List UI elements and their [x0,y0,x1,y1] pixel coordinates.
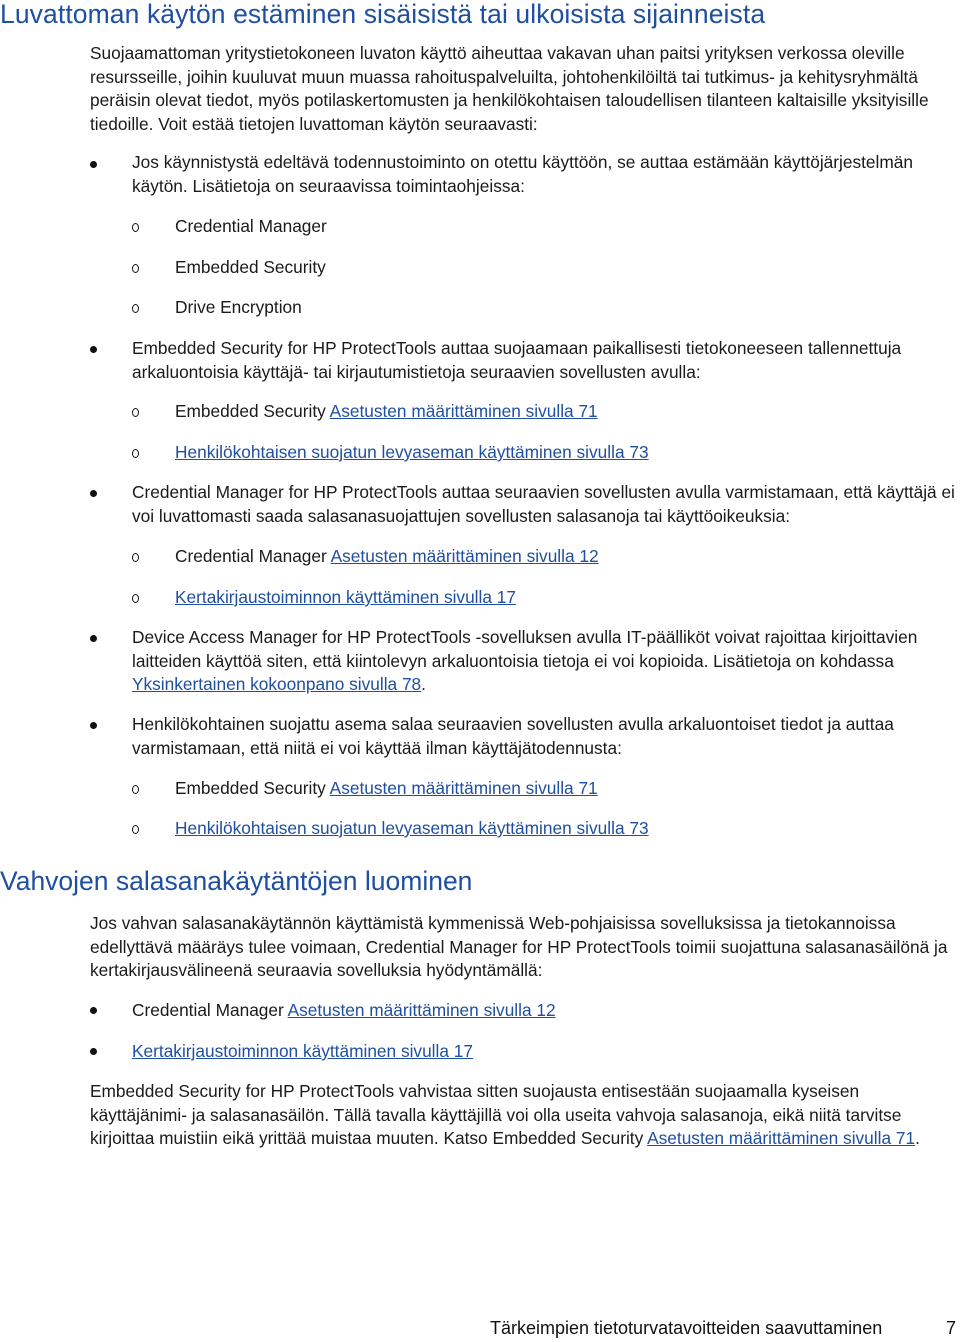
list-item-embedded-security: Embedded Security for HP ProtectTools auttaa suojaamaan paikallisesti tietokoneeseen tallennettuja arkaluontoisia käyttäjä- tai kirjautumistietoja seuraavien sovellusten avulla: [132,338,902,382]
sub-item-embedded-security-setup [175,400,955,424]
bullet-icon [90,490,97,497]
intro-paragraph: Suojaamattoman yritystietokoneen luvaton käyttö aiheuttaa vakavan uhan paitsi yrityksen verkossa oleville resursseille, joihin kuuluvat muun muassa rahoituspalveluilta, johtohenkilöiltä tai tutkimus- ja kehitysryhmältä peräisin olevat tiedot, myös potilaskertomusten ja henkilökohtaisen taloudellisen tilanteen kaltaisille yksityisille tiedoille. Voit estää tietojen luvattoman käytön seuraavasti: [90,43,929,134]
circle-bullet-icon [132,304,139,313]
section-title: Luvattoman käytön estäminen sisäisistä tai ulkoisista sijainneista [0,0,766,29]
list-item-preboot-auth: Jos käynnistystä edeltävä todennustoiminto on otettu käyttöön, se auttaa estämään käyttöjärjestelmän käytön. Lisätietoja on seuraavissa toimintaohjeissa: [132,152,913,196]
link-setup-page-71[interactable]: Asetusten määrittäminen sivulla 71 [329,401,598,421]
list-item-suffix: . [421,674,426,694]
sub-item-embedded-security-setup [175,777,955,801]
bullet-icon [90,635,97,642]
footer-title: Tärkeimpien tietoturvatavoitteiden saavuttaminen [490,1318,883,1338]
list-item-device-access-manager [132,626,958,697]
sub-item-prefix: Embedded Security [175,401,330,421]
section-title: Vahvojen salasanakäytäntöjen luominen [0,866,473,896]
link-single-sign-on-page-17[interactable]: Kertakirjaustoiminnon käyttäminen sivulla 17 [132,1041,473,1061]
circle-bullet-icon [132,594,139,603]
intro-paragraph: Jos vahvan salasanakäytännön käyttämistä kymmenissä Web-pohjaisissa sovelluksissa ja tietokannoissa edellyttävä määräys tulee voimaan, Credential Manager for HP ProtectTools toimii suojattuna salasanasäilönä ja kertakirjausvälineenä seuraavia sovelluksia hyödyntämällä: [90,913,948,980]
sub-item-single-sign-on [175,586,955,610]
bullet-icon [90,1007,97,1014]
sub-item-credential-manager-setup [175,545,955,569]
circle-bullet-icon [132,449,139,458]
bullet-icon [90,161,97,168]
list-item-text: Device Access Manager for HP ProtectTools -sovelluksen avulla IT-päälliköt voivat rajoittaa kirjoittavien laitteiden käyttöä siten, että kiintolevyn arkaluontoisia tietoja ei voi kopioida. Lisätietoja on kohdassa [132,627,918,671]
link-setup-page-71[interactable]: Asetusten määrittäminen sivulla 71 [329,778,598,798]
list-item-credential-manager: Credential Manager for HP ProtectTools auttaa seuraavien sovellusten avulla varmistamaan, että käyttäjä ei voi luvattomasti saada salasanasuojattujen sovellusten salasanoja tai käyttöoikeuksia: [132,482,955,526]
link-setup-page-71[interactable]: Asetusten määrittäminen sivulla 71 [647,1128,916,1148]
closing-text: Embedded Security for HP ProtectTools vahvistaa sitten suojausta entisestään suojaamalla kyseisen käyttäjänimi- ja salasanasäilön. Tällä tavalla käyttäjillä voi olla useita vahvoja salasanoja, eikä niitä tarvitse kirjoittaa muistiin eikä yrittää muistaa muuten. Katso Embedded Security [90,1081,902,1148]
circle-bullet-icon [132,408,139,417]
circle-bullet-icon [132,223,139,232]
link-personal-drive-page-73[interactable]: Henkilökohtaisen suojatun levyaseman käyttäminen sivulla 73 [175,442,649,462]
bullet-icon [90,1048,97,1055]
link-setup-page-12[interactable]: Asetusten määrittäminen sivulla 12 [330,546,599,566]
sub-item-personal-secure-drive [175,817,955,841]
link-personal-drive-page-73[interactable]: Henkilökohtaisen suojatun levyaseman käyttäminen sivulla 73 [175,818,649,838]
list-item-single-sign-on [132,1040,958,1064]
closing-suffix: . [915,1128,920,1148]
bullet-icon [90,722,97,729]
list-item-credential-manager-setup [132,999,958,1023]
closing-paragraph [90,1080,952,1151]
circle-bullet-icon [132,825,139,834]
bullet-icon [90,346,97,353]
link-setup-page-12[interactable]: Asetusten määrittäminen sivulla 12 [287,1000,556,1020]
link-single-sign-on-page-17[interactable]: Kertakirjaustoiminnon käyttäminen sivulla 17 [175,587,516,607]
sub-item-credential-manager: Credential Manager [175,216,327,236]
page-number: 7 [946,1318,957,1338]
circle-bullet-icon [132,553,139,562]
sub-item-drive-encryption: Drive Encryption [175,297,302,317]
link-simple-config-page-78[interactable]: Yksinkertainen kokoonpano sivulla 78 [132,674,422,694]
circle-bullet-icon [132,785,139,794]
sub-item-embedded-security: Embedded Security [175,257,326,277]
sub-item-personal-secure-drive [175,441,955,465]
list-item-prefix: Credential Manager [132,1000,288,1020]
sub-item-prefix: Embedded Security [175,778,330,798]
list-item-personal-secure-drive: Henkilökohtainen suojattu asema salaa seuraavien sovellusten avulla arkaluontoiset tiedot ja auttaa varmistamaan, että niitä ei voi käyttää ilman käyttäjätodennusta: [132,714,894,758]
circle-bullet-icon [132,264,139,273]
sub-item-prefix: Credential Manager [175,546,331,566]
